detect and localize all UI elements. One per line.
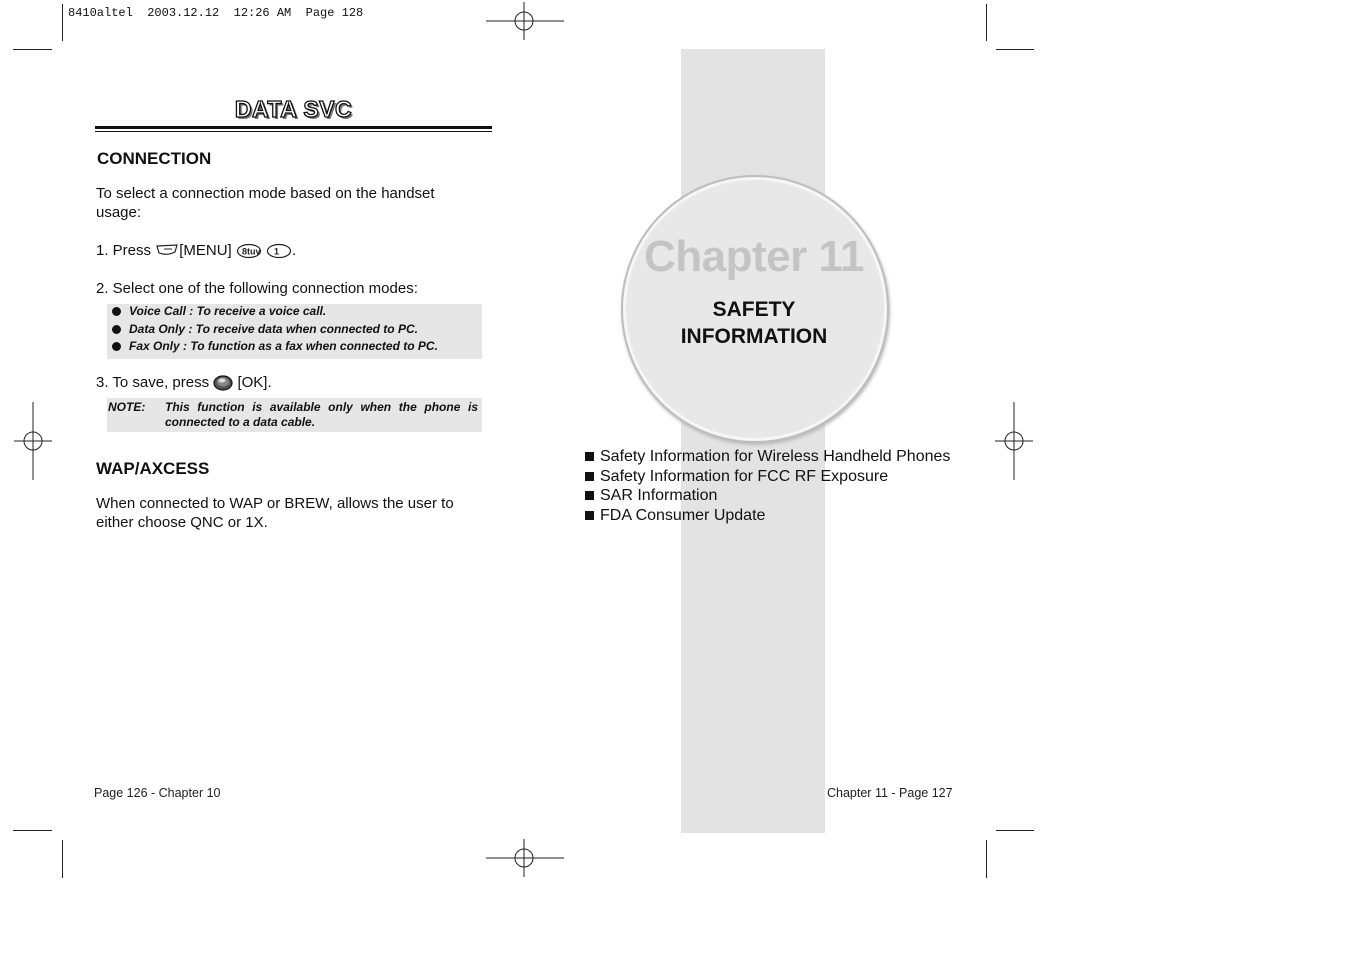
note-text: This function is available only when the phone is connected to a data cable.: [165, 400, 478, 429]
modes-box: [107, 304, 482, 359]
bullet-icon: [112, 342, 121, 351]
chapter-title: [621, 296, 887, 350]
step-1-menu: [MENU]: [179, 242, 232, 259]
list-item: Safety Information for Wireless Handheld Phones: [585, 447, 950, 467]
list-item: Voice Call : To receive a voice call.: [112, 303, 482, 321]
square-bullet-icon: [585, 472, 594, 481]
crop-mark: [62, 840, 63, 878]
step-3: [96, 373, 272, 392]
registration-mark-icon: [14, 402, 52, 480]
bullet-icon: [112, 325, 121, 334]
title-rule-thin: [95, 131, 492, 132]
crop-mark: [996, 830, 1034, 831]
key-1-label: 1: [274, 246, 280, 257]
page-title: DATA SVC: [234, 96, 353, 122]
chapter-title-line-2: INFORMATION: [680, 325, 828, 348]
crop-mark: [996, 49, 1034, 50]
step-1-prefix: 1. Press: [96, 242, 152, 259]
key-1-icon: [266, 243, 292, 259]
key-8-label: 8tuv: [241, 246, 261, 257]
chapter-number: Chapter 11: [644, 232, 864, 281]
step-1-suffix: .: [292, 242, 297, 259]
square-bullet-icon: [585, 491, 594, 500]
note-label: NOTE:: [108, 400, 146, 414]
print-slug: 8410altel 2003.12.12 12:26 AM Page 128: [68, 6, 364, 20]
bullet-icon: [112, 307, 121, 316]
chapter-title-line-1: SAFETY: [712, 298, 796, 321]
step-1: [96, 241, 296, 260]
wap-heading: WAP/AXCESS: [96, 459, 210, 478]
crop-mark: [986, 4, 987, 41]
crop-mark: [13, 830, 52, 831]
step-3-suffix: [OK].: [237, 374, 272, 391]
connection-intro: To select a connection mode based on the handset usage:: [96, 185, 435, 221]
step-3-prefix: 3. To save, press: [96, 374, 210, 391]
crop-mark: [986, 840, 987, 878]
square-bullet-icon: [585, 511, 594, 520]
right-footer: Chapter 11 - Page 127: [827, 786, 953, 800]
connection-heading: CONNECTION: [97, 149, 212, 168]
title-rule: [95, 126, 492, 129]
list-item: FDA Consumer Update: [585, 506, 950, 526]
wap-text: When connected to WAP or BREW, allows the user to either choose QNC or 1X.: [96, 495, 454, 531]
square-bullet-icon: [585, 452, 594, 461]
crop-mark: [62, 4, 63, 41]
registration-mark-icon: [995, 402, 1033, 480]
registration-mark-icon: [486, 839, 564, 877]
note-box: [107, 398, 482, 432]
menu-softkey-icon: [155, 243, 179, 259]
chapter-contents: [585, 447, 950, 525]
key-8-icon: [236, 243, 262, 259]
step-2: 2. Select one of the following connection modes:: [96, 280, 418, 297]
left-footer: Page 126 - Chapter 10: [94, 786, 221, 800]
crop-mark: [13, 49, 52, 50]
modes-list: [107, 303, 482, 356]
list-item: Data Only : To receive data when connected to PC.: [112, 321, 482, 339]
list-item: SAR Information: [585, 486, 950, 506]
registration-mark-icon: [486, 2, 564, 40]
list-item: Safety Information for FCC RF Exposure: [585, 467, 950, 487]
ok-button-icon: [213, 375, 233, 391]
list-item: Fax Only : To function as a fax when connected to PC.: [112, 338, 482, 356]
